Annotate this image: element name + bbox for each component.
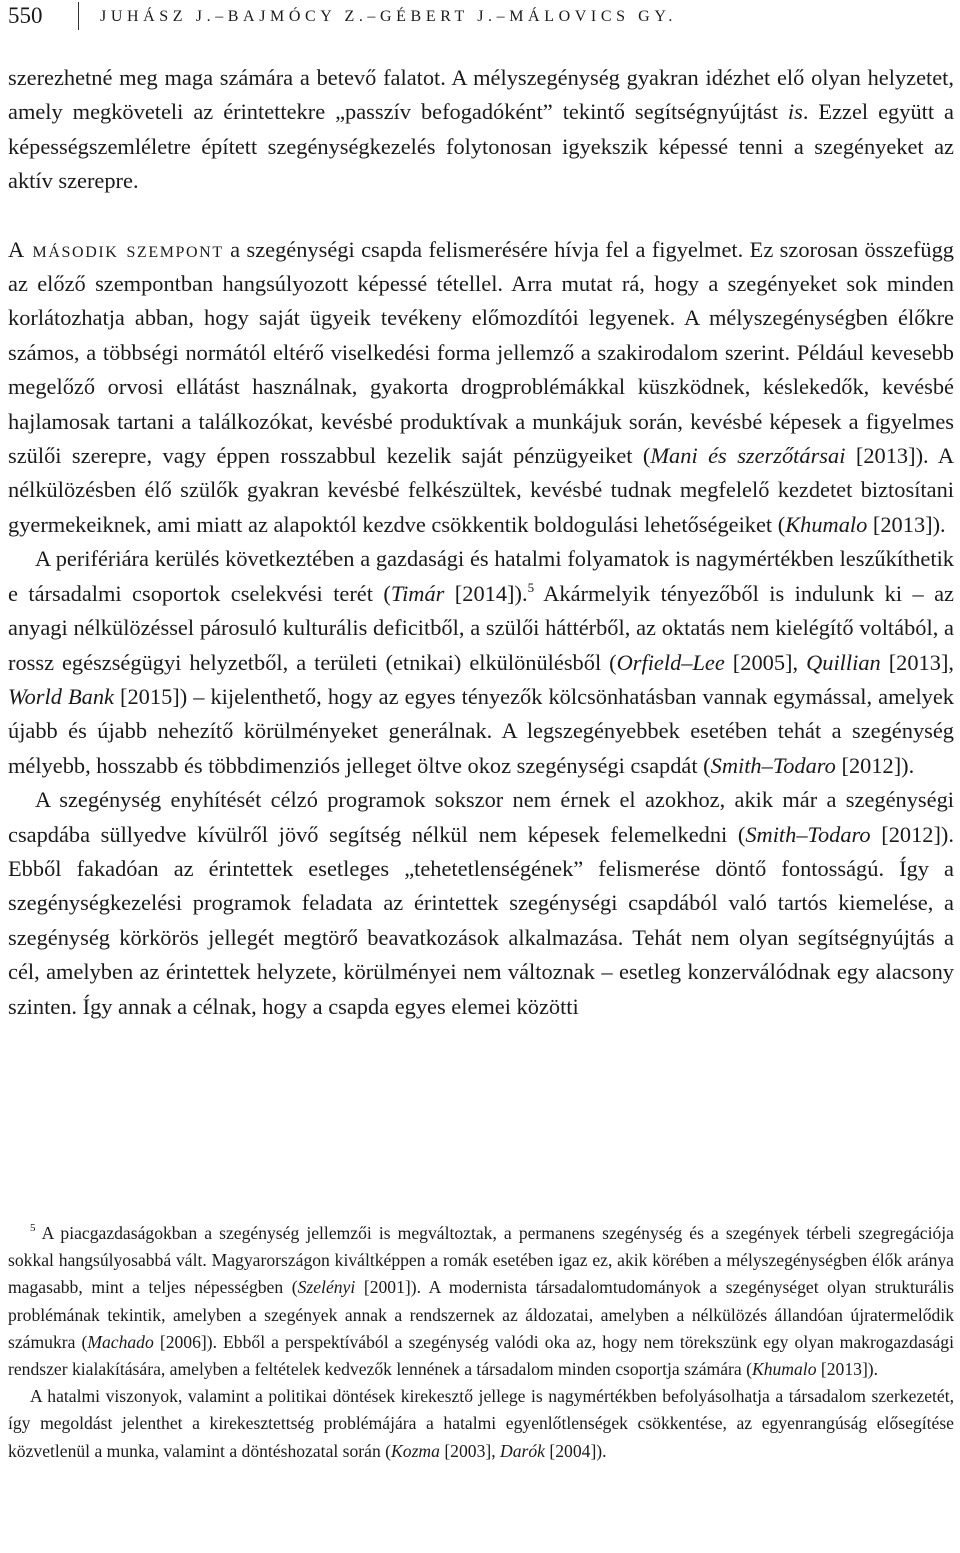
text-run: [2004]). [545,1440,607,1461]
page-number: 550 [8,3,43,28]
italic-text: Khumalo [751,1359,817,1380]
header-divider [78,2,79,30]
paragraph [8,783,954,1024]
italic-text: Szelényi [297,1277,356,1298]
text-run: [2012]). [835,752,915,778]
footnotes [8,1220,954,1465]
italic-text: Khumalo [785,511,868,537]
text-run: [2003], [439,1440,501,1461]
text-run: [2013]). [867,511,946,537]
text-run: [2012]). Ebből fakadóan az érintettek esetleges „tehetetlenségének” felismerése döntő fontosságú. Így a szegénységkezelési programok feladata az érintettek szegénységi csapdából való tartós kiemelése, a szegénység körkörös jellegét megtörő beavatkozások alkalmazása. Tehát nem olyan segítségnyújtás a cél, amelyben az érintettek helyzete, körülményei nem változnak – esetleg konzerválódnak egy alacsony szinten. Így annak a célnak, hogy a csapda egyes elemei közötti [8,821,954,1019]
italic-text: Darók [500,1440,545,1461]
text-run: [2014]). [444,580,528,606]
text-run: [2001]). A modernista társadalomtudományok a szegénységet olyan strukturális problémának tekintik, amelyben a szegények annak a rendszernek az áldozatai, amelyben a nélkülözés állandóan újratermelődik számukra ( [8,1277,954,1352]
italic-text: Quillian [806,649,881,675]
text-run: . Ezzel együtt a képességszemléletre épített szegénységkezelés folytonosan igyekszik képessé tenni a szegényeket az aktív szerepre. [8,99,954,194]
text-run: a szegénységi csapda felismerésére hívja fel a figyelmet. Ez szorosan összefügg az előző szempontban hangsúlyozott képessé tétellel. Arra mutat rá, hogy a szegényeket sok minden korlátozhatja abban, hogy saját ügyeik tevékeny előmozdítói legyenek. A mélyszegénységben élőkre számos, a többségi normától eltérő viselkedési forma jellemző a szakirodalom szerint. Például kevesebb megelőző orvosi ellátást használnak, gyakorta drogproblémákkal küszködnek, késlekedők, kevésbé hajlamosak tartani a találkozókat, kevésbé produktívak a munkájuk során, kevésbé képesek a figyelmes szülői szerepre, vagy éppen rosszabbul kezelik saját pénzügyeiket ( [8,236,954,469]
running-head: JUHÁSZ J.–BAJMÓCY Z.–GÉBERT J.–MÁLOVICS GY. [100,8,678,25]
italic-text: Orfield–Lee [616,649,725,675]
text-run: [2013]). [816,1359,879,1380]
text-run: A hatalmi viszonyok, valamint a politikai döntések kirekesztő jellege is nagymértékben befolyásolhatja a társadalom szerkezetét, így megoldást jelenthet a kirekesztettség problémájára a hatalmi egyenlőtlenségek csökkentése, az egyenrangúság elősegítése közvetlenül a munka, valamint a döntéshozatal során ( [8,1386,954,1461]
italic-text: World Bank [8,683,114,709]
italic-text: Mani és szerzőtársai [650,443,846,469]
text-run: [2013], [880,649,955,675]
text-run: [2005], [724,649,807,675]
footnote [8,1383,954,1465]
body-text [8,61,954,1024]
footnote [8,1220,954,1383]
italic-text: is [787,99,803,125]
italic-text: Machado [87,1331,154,1352]
footnote-marker: 5 [527,579,535,595]
text-run: [2006]). Ebből a perspektívából a szegénység valódi oka az, hogy nem törekszünk egy olyan makrogazdasági rendszer kialakítására, amelyben a feltételek kedvezők lennének a társadalom minden csoportja számára ( [8,1331,954,1380]
italic-text: Smith–Todaro [745,821,871,847]
text-run: A perifériára kerülés következtében a gazdasági és hatalmi folyamatok is nagymértékben leszűkíthetik e társadalmi csoportok cselekvési terét ( [8,546,954,606]
italic-text: Kozma [391,1440,440,1461]
paragraph [8,542,954,783]
text-run: Akármelyik tényezőből is indulunk ki – az anyagi nélkülözéssel párosuló kulturális deficitből, a szülői háttérből, az oktatás nem kielégítő voltából, a rossz egészségügyi helyzetből, a területi (etnikai) elkülönülésből ( [8,580,954,675]
text-run: A piacgazdaságokban a szegénység jellemzői is megváltoztak, a permanens szegénység és a szegények térbeli szegregációja sokkal hangsúlyosabbá vált. Magyarországon kiváltképpen a romák esetében igaz ez, akik körében a mélyszegénységben élők aránya magasabb, mint a teljes népességben ( [8,1223,954,1298]
paragraph [8,61,954,199]
italic-text: Smith–Todaro [710,752,836,778]
text-run: szerezhetné meg maga számára a betevő falatot. A mélyszegénység gyakran idézhet elő olyan helyzetet, amely megköveteli az érintettekre „passzív befogadóként” tekintő segítségnyújtást [8,65,954,125]
small-caps-text: A második szempont [8,236,224,262]
paragraph [8,233,954,543]
text-run: [2013]). A nélkülözésben élő szülők gyakran kevésbé felkészültek, kevésbé tudnak megfelelő kezdetet biztosítani gyermekeiknek, ami miatt az alapoktól kezdve csökkentik boldogulási lehetőségeiket ( [8,443,955,537]
italic-text: Timár [390,580,445,606]
text-run: [2015]) – kijelenthető, hogy az egyes tényezők kölcsönhatásban vannak egymással, amelyek újabb és újabb nehezítő körülményeket generálnak. A legszegényebbek esetében tehát a szegénység mélyebb, hosszabb és többdimenziós jelleget öltve okoz szegénységi csapdát ( [8,683,954,778]
text-run: A szegénység enyhítését célzó programok sokszor nem érnek el azokhoz, akik már a szegénységi csapdába süllyedve kívülről jövő segítség nélkül nem képesek felemelkedni ( [8,787,954,847]
page-header [0,0,960,40]
footnote-marker: 5 [30,1222,36,1234]
